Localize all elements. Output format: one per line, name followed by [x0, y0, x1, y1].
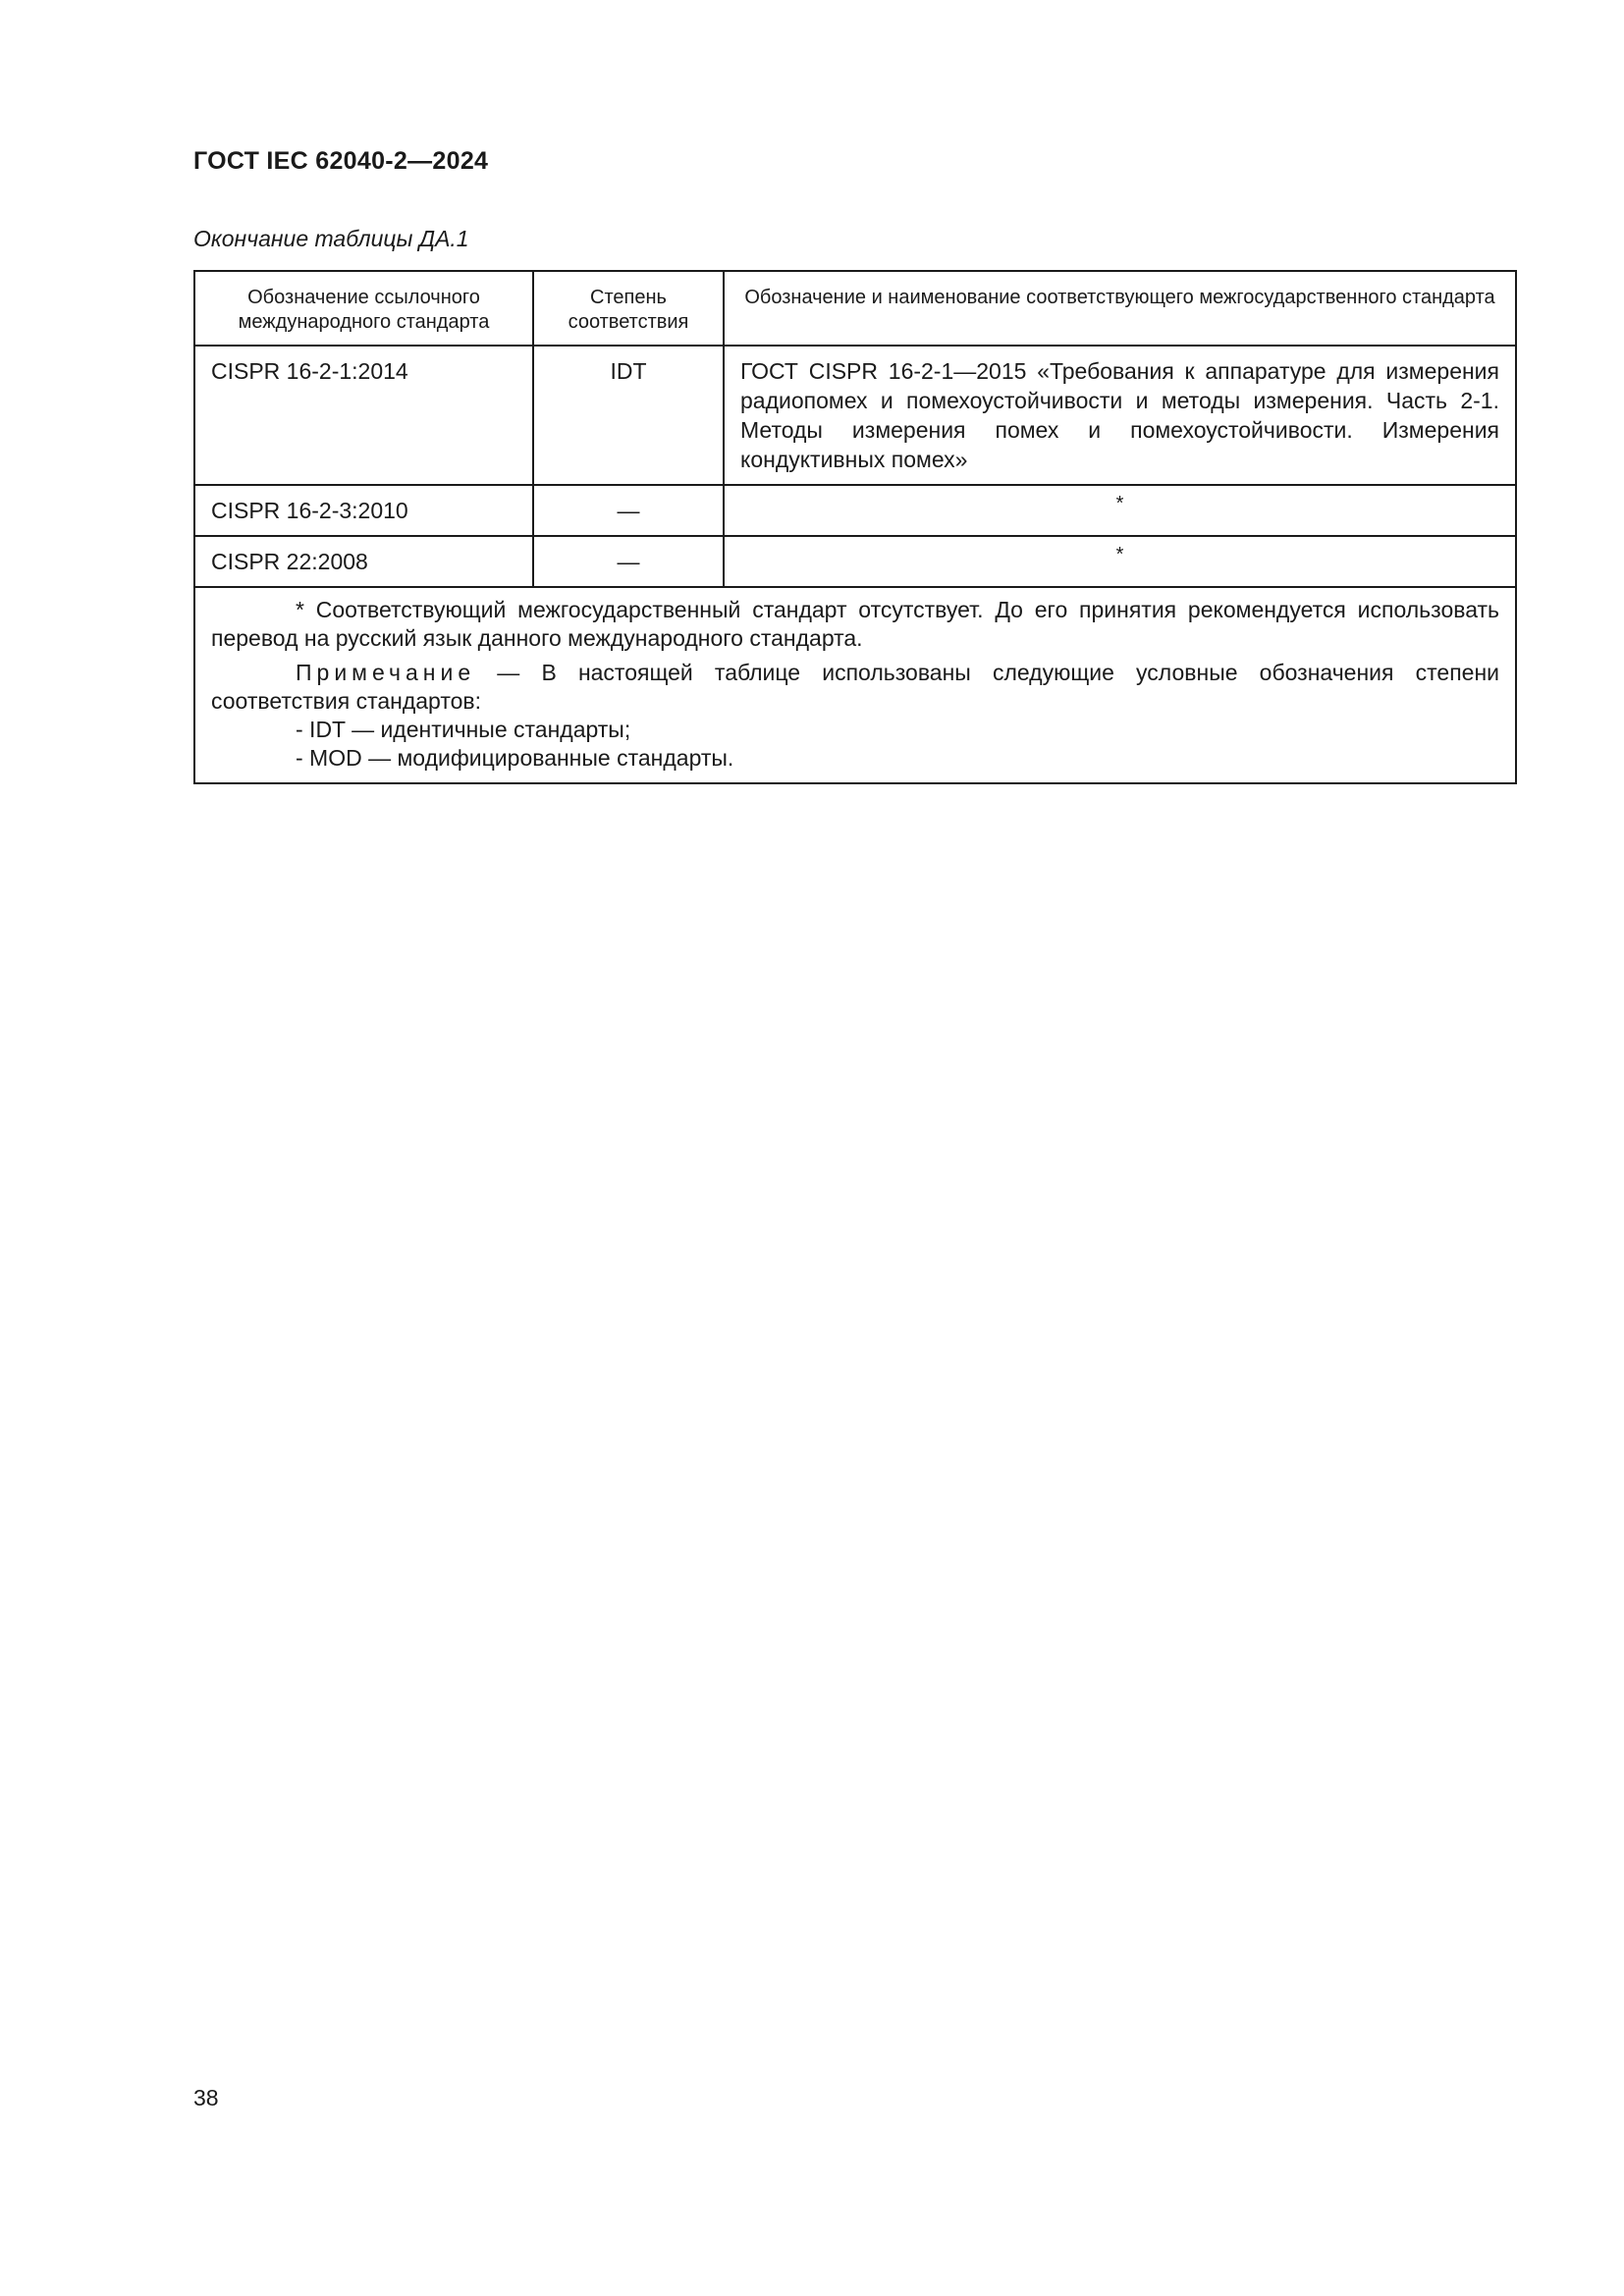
column-header-reference-standard: Обозначение ссылочного международного стандарта: [194, 271, 533, 346]
degree-cell: IDT: [533, 346, 724, 485]
interstate-standard-cell: *: [724, 536, 1516, 587]
table-caption: Окончание таблицы ДА.1: [193, 226, 469, 251]
reference-standard-cell: CISPR 22:2008: [194, 536, 533, 587]
note-list-item: - MOD — модифицированные стандарты.: [296, 745, 734, 771]
table-row: [194, 346, 1516, 485]
reference-standard-cell: CISPR 16-2-3:2010: [194, 485, 533, 536]
table-row: [194, 485, 1516, 536]
note-label: Примечание: [296, 660, 476, 685]
degree-cell: —: [533, 536, 724, 587]
interstate-standard-cell: *: [724, 485, 1516, 536]
table-note: [211, 659, 1499, 716]
interstate-standard-cell: ГОСТ CISPR 16-2-1—2015 «Требования к аппаратуре для измерения радиопомех и помехоустойчивости и методы измерения. Часть 2-1. Методы измерения помех и помехоустойчивости. Измерения кондуктивных помех»: [724, 346, 1516, 485]
column-header-interstate-standard: Обозначение и наименование соответствующего межгосударственного стандарта: [724, 271, 1516, 346]
table-footnote: * Соответствующий межгосударственный стандарт отсутствует. До его принятия рекомендуется использовать перевод на русский язык данного международного стандарта.: [211, 597, 1499, 651]
table-notes-cell: [194, 587, 1516, 783]
degree-cell: —: [533, 485, 724, 536]
reference-standard-cell: CISPR 16-2-1:2014: [194, 346, 533, 485]
table-notes-row: [194, 587, 1516, 783]
table-row: [194, 536, 1516, 587]
note-text: — В настоящей таблице использованы следующие условные обозначения степени соответствия стандартов:: [211, 660, 1499, 714]
column-header-degree: Степень соответствия: [533, 271, 724, 346]
page-number: 38: [193, 2085, 219, 2110]
note-list-item: - IDT — идентичные стандарты;: [296, 717, 631, 742]
table-header-row: [194, 271, 1516, 346]
document-header: ГОСТ IEC 62040-2—2024: [193, 147, 489, 175]
standards-table: [193, 270, 1517, 784]
